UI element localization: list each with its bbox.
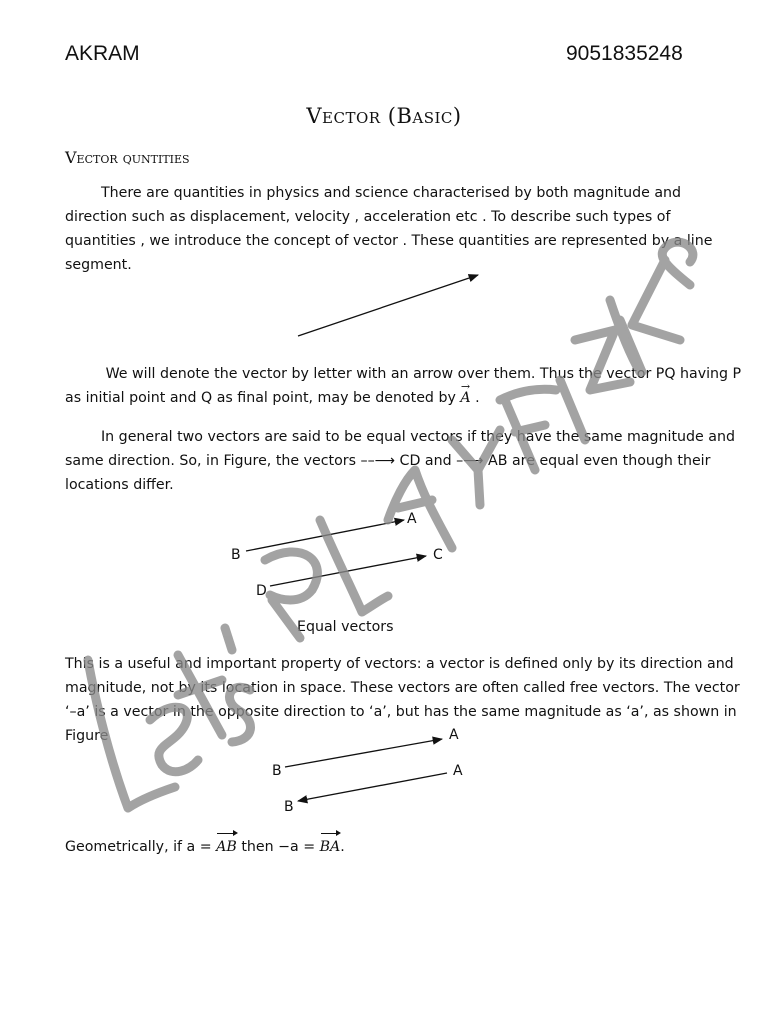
paragraph-vector-quantities: There are quantities in physics and science characterised by both magnitude and direction such as displacement, velocity , acceleration etc . To describe such types of quantities , we introduce the concept of vector . These quantities are represented by a line segment. xyxy=(65,185,713,273)
paragraph-free-vectors: This is a useful and important property of vectors: a vector is defined only by its direction and magnitude, not by its location in space. These vectors are often called free vectors. The vector ‘–a’ is a vector in the opposite direction to ‘a’, but has the same magnitude as ‘a’, as shown in Figure xyxy=(65,656,740,744)
page-title: Vector (Basic) xyxy=(306,104,462,128)
line-segment-vector xyxy=(298,275,478,336)
label-a: A xyxy=(407,511,417,527)
vector-ba-symbol: BA xyxy=(320,835,341,859)
label-a-mid: A xyxy=(453,763,463,779)
statement-middle: then −a = xyxy=(236,839,320,855)
figure-caption: Equal vectors xyxy=(297,619,394,635)
statement-prefix: Geometrically, if a = xyxy=(65,839,217,855)
notation-end: . xyxy=(470,390,480,406)
vector-a-symbol: → A xyxy=(460,386,470,410)
paragraph-equal-vectors: In general two vectors are said to be equal vectors if they have the same magnitude and same direction. So, in Figure, the vectors ––⟶ CD and –⟶ AB are equal even though their locations differ. xyxy=(65,429,735,493)
label-b-bottom: B xyxy=(284,799,294,815)
notation-text: We will denote the vector by letter with an arrow over them. Thus the vector PQ having P as initial point and Q as final point, may be denoted by xyxy=(65,366,742,406)
vector-minus-a xyxy=(298,773,447,801)
label-b-mid: B xyxy=(272,763,282,779)
label-b: B xyxy=(231,547,241,563)
vector-dc xyxy=(270,556,426,586)
vector-ab-symbol: AB xyxy=(216,835,237,859)
statement-suffix: . xyxy=(340,839,345,855)
label-d: D xyxy=(256,583,267,599)
author-name: AKRAM xyxy=(65,42,140,65)
geometric-statement xyxy=(65,835,745,859)
vector-ba xyxy=(246,520,404,551)
label-c: C xyxy=(433,547,443,563)
phone-number: 9051835248 xyxy=(566,42,683,65)
label-a-top: A xyxy=(449,727,459,743)
paragraph-vector-notation xyxy=(65,362,745,410)
section-heading: Vector quntities xyxy=(65,148,190,167)
